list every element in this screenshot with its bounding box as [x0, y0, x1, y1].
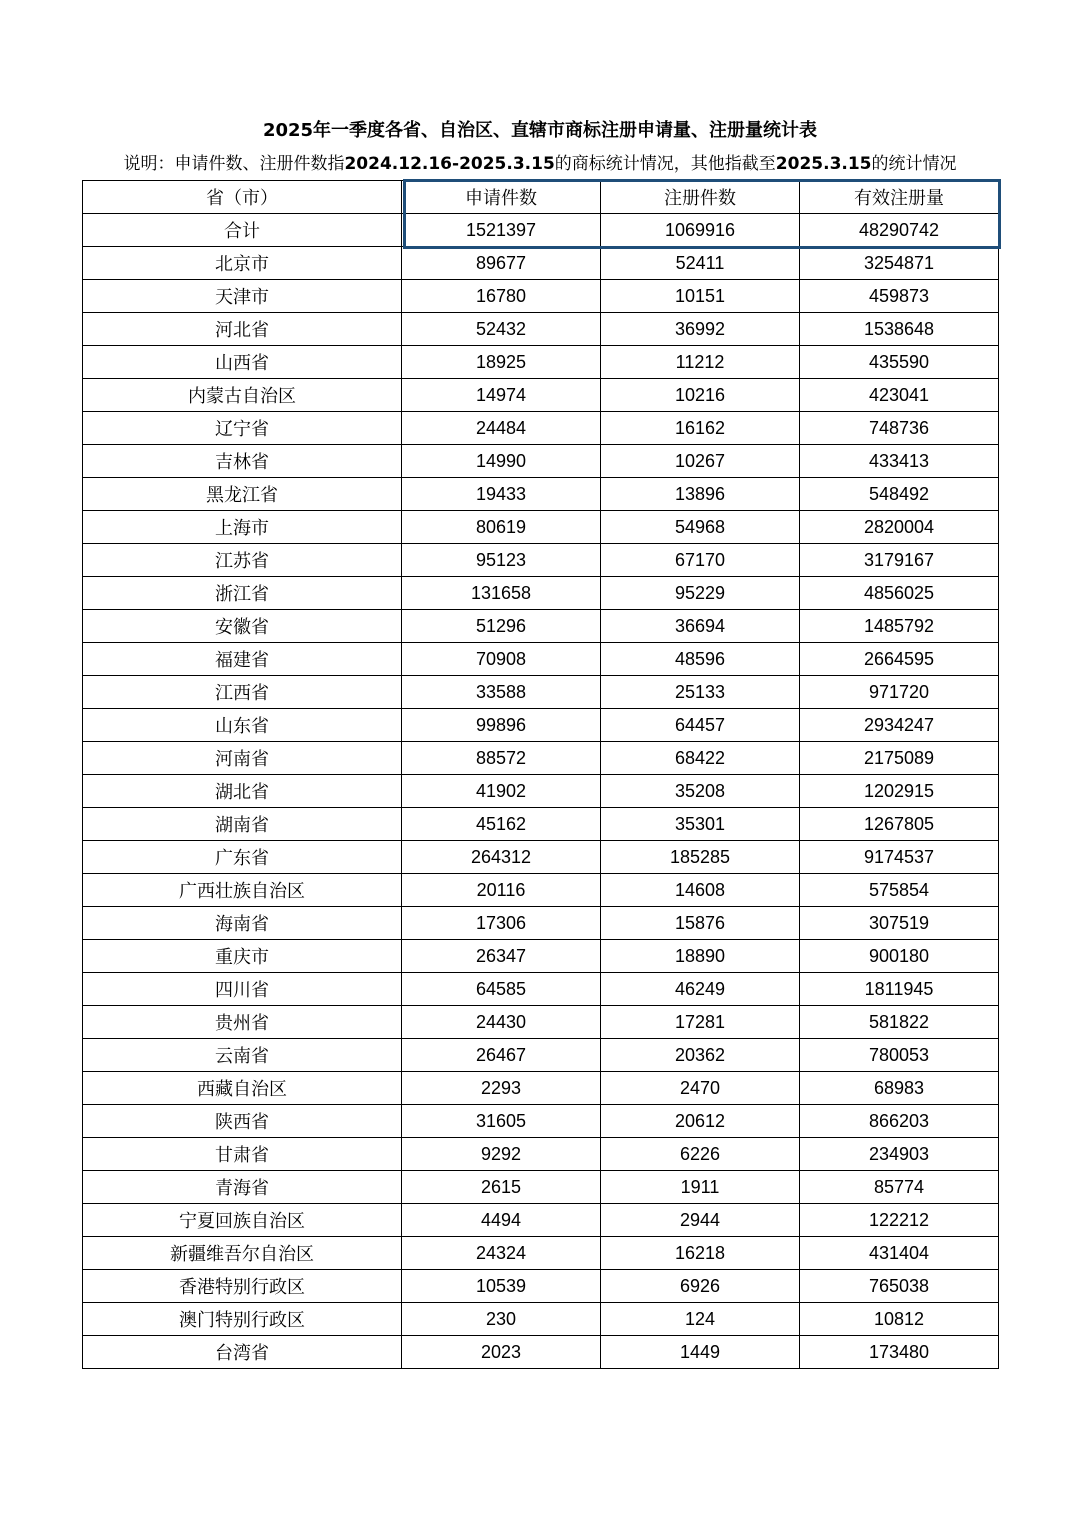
cell-applications: 18925	[402, 346, 601, 379]
cell-registrations: 14608	[601, 874, 800, 907]
cell-valid-registrations: 122212	[800, 1204, 999, 1237]
cell-registrations: 35208	[601, 775, 800, 808]
cell-province: 甘肃省	[83, 1138, 402, 1171]
cell-registrations: 185285	[601, 841, 800, 874]
table-row	[83, 247, 999, 280]
cell-registrations: 6926	[601, 1270, 800, 1303]
cell-registrations: 54968	[601, 511, 800, 544]
cell-registrations: 36694	[601, 610, 800, 643]
cell-applications: 52432	[402, 313, 601, 346]
cell-province: 江苏省	[83, 544, 402, 577]
table-row	[83, 907, 999, 940]
cell-applications: 131658	[402, 577, 601, 610]
cell-province: 广西壮族自治区	[83, 874, 402, 907]
table-header-row	[83, 181, 999, 214]
cell-valid-registrations: 2175089	[800, 742, 999, 775]
cell-applications: 2023	[402, 1336, 601, 1369]
cell-registrations: 64457	[601, 709, 800, 742]
table-row	[83, 478, 999, 511]
table-row	[83, 775, 999, 808]
cell-valid-registrations: 10812	[800, 1303, 999, 1336]
cell-registrations: 17281	[601, 1006, 800, 1039]
header-province: 省（市）	[83, 181, 402, 214]
table-row	[83, 577, 999, 610]
cell-province: 上海市	[83, 511, 402, 544]
cell-registrations: 10216	[601, 379, 800, 412]
cell-province: 重庆市	[83, 940, 402, 973]
cell-province: 江西省	[83, 676, 402, 709]
cell-valid-registrations: 1538648	[800, 313, 999, 346]
cell-applications: 1521397	[402, 214, 601, 247]
cell-registrations: 52411	[601, 247, 800, 280]
table-row	[83, 1105, 999, 1138]
cell-registrations: 2944	[601, 1204, 800, 1237]
cell-province: 海南省	[83, 907, 402, 940]
cell-valid-registrations: 971720	[800, 676, 999, 709]
table-row	[83, 280, 999, 313]
cell-valid-registrations: 9174537	[800, 841, 999, 874]
cell-applications: 24324	[402, 1237, 601, 1270]
cell-applications: 2293	[402, 1072, 601, 1105]
table-row	[83, 742, 999, 775]
cell-province: 内蒙古自治区	[83, 379, 402, 412]
table-body	[83, 214, 999, 1369]
cell-applications: 14990	[402, 445, 601, 478]
cell-registrations: 15876	[601, 907, 800, 940]
cell-applications: 2615	[402, 1171, 601, 1204]
table-row	[83, 841, 999, 874]
cell-province: 黑龙江省	[83, 478, 402, 511]
note-cutoff-date: 2025.3.15	[775, 154, 872, 174]
cell-province: 河南省	[83, 742, 402, 775]
table-row	[83, 676, 999, 709]
header-registrations: 注册件数	[601, 181, 800, 214]
cell-valid-registrations: 48290742	[800, 214, 999, 247]
cell-valid-registrations: 3179167	[800, 544, 999, 577]
cell-applications: 26467	[402, 1039, 601, 1072]
cell-applications: 33588	[402, 676, 601, 709]
cell-registrations: 18890	[601, 940, 800, 973]
cell-registrations: 10151	[601, 280, 800, 313]
cell-registrations: 67170	[601, 544, 800, 577]
cell-valid-registrations: 1811945	[800, 973, 999, 1006]
cell-applications: 45162	[402, 808, 601, 841]
cell-valid-registrations: 780053	[800, 1039, 999, 1072]
cell-applications: 4494	[402, 1204, 601, 1237]
cell-province: 北京市	[83, 247, 402, 280]
cell-province: 吉林省	[83, 445, 402, 478]
cell-registrations: 124	[601, 1303, 800, 1336]
cell-province: 福建省	[83, 643, 402, 676]
table-row	[83, 610, 999, 643]
cell-province: 云南省	[83, 1039, 402, 1072]
cell-applications: 19433	[402, 478, 601, 511]
table-row	[83, 1336, 999, 1369]
cell-valid-registrations: 459873	[800, 280, 999, 313]
table-row	[83, 1270, 999, 1303]
cell-applications: 70908	[402, 643, 601, 676]
cell-province: 安徽省	[83, 610, 402, 643]
table-row	[83, 346, 999, 379]
cell-registrations: 13896	[601, 478, 800, 511]
table-row	[83, 379, 999, 412]
cell-applications: 14974	[402, 379, 601, 412]
cell-province: 贵州省	[83, 1006, 402, 1039]
cell-province: 台湾省	[83, 1336, 402, 1369]
table-row	[83, 1171, 999, 1204]
cell-registrations: 25133	[601, 676, 800, 709]
cell-valid-registrations: 765038	[800, 1270, 999, 1303]
table-note	[0, 151, 1080, 177]
cell-valid-registrations: 2820004	[800, 511, 999, 544]
cell-valid-registrations: 234903	[800, 1138, 999, 1171]
cell-registrations: 6226	[601, 1138, 800, 1171]
cell-applications: 16780	[402, 280, 601, 313]
header-applications: 申请件数	[402, 181, 601, 214]
cell-province: 浙江省	[83, 577, 402, 610]
cell-applications: 17306	[402, 907, 601, 940]
cell-registrations: 20612	[601, 1105, 800, 1138]
cell-valid-registrations: 307519	[800, 907, 999, 940]
cell-valid-registrations: 173480	[800, 1336, 999, 1369]
table-row	[83, 1006, 999, 1039]
cell-valid-registrations: 85774	[800, 1171, 999, 1204]
cell-province: 广东省	[83, 841, 402, 874]
cell-registrations: 11212	[601, 346, 800, 379]
table-row	[83, 643, 999, 676]
cell-valid-registrations: 2934247	[800, 709, 999, 742]
cell-applications: 10539	[402, 1270, 601, 1303]
table-row	[83, 544, 999, 577]
cell-valid-registrations: 581822	[800, 1006, 999, 1039]
cell-applications: 24484	[402, 412, 601, 445]
cell-province: 新疆维吾尔自治区	[83, 1237, 402, 1270]
cell-registrations: 16162	[601, 412, 800, 445]
cell-registrations: 36992	[601, 313, 800, 346]
cell-registrations: 10267	[601, 445, 800, 478]
cell-registrations: 46249	[601, 973, 800, 1006]
table-row	[83, 1237, 999, 1270]
cell-valid-registrations: 748736	[800, 412, 999, 445]
table-row	[83, 1072, 999, 1105]
table-row	[83, 973, 999, 1006]
cell-applications: 20116	[402, 874, 601, 907]
cell-valid-registrations: 2664595	[800, 643, 999, 676]
table-row	[83, 874, 999, 907]
total-row	[83, 214, 999, 247]
cell-valid-registrations: 423041	[800, 379, 999, 412]
cell-valid-registrations: 1267805	[800, 808, 999, 841]
cell-valid-registrations: 1485792	[800, 610, 999, 643]
cell-valid-registrations: 3254871	[800, 247, 999, 280]
cell-applications: 51296	[402, 610, 601, 643]
cell-applications: 95123	[402, 544, 601, 577]
cell-applications: 24430	[402, 1006, 601, 1039]
note-text-1: 说明：申请件数、注册件数指	[123, 154, 345, 174]
table-row	[83, 445, 999, 478]
cell-province: 宁夏回族自治区	[83, 1204, 402, 1237]
cell-valid-registrations: 1202915	[800, 775, 999, 808]
cell-applications: 80619	[402, 511, 601, 544]
table-row	[83, 511, 999, 544]
cell-valid-registrations: 4856025	[800, 577, 999, 610]
cell-registrations: 16218	[601, 1237, 800, 1270]
cell-province: 山东省	[83, 709, 402, 742]
cell-valid-registrations: 548492	[800, 478, 999, 511]
cell-province: 天津市	[83, 280, 402, 313]
cell-applications: 264312	[402, 841, 601, 874]
table-row	[83, 940, 999, 973]
cell-registrations: 35301	[601, 808, 800, 841]
cell-province: 青海省	[83, 1171, 402, 1204]
cell-applications: 31605	[402, 1105, 601, 1138]
cell-registrations: 1911	[601, 1171, 800, 1204]
cell-province: 河北省	[83, 313, 402, 346]
cell-applications: 41902	[402, 775, 601, 808]
table-row	[83, 412, 999, 445]
cell-province: 合计	[83, 214, 402, 247]
note-text-3: 的统计情况	[871, 154, 957, 174]
cell-province: 山西省	[83, 346, 402, 379]
cell-registrations: 95229	[601, 577, 800, 610]
table-row	[83, 1039, 999, 1072]
table-row	[83, 313, 999, 346]
header-valid-registrations: 有效注册量	[800, 181, 999, 214]
cell-valid-registrations: 433413	[800, 445, 999, 478]
cell-valid-registrations: 68983	[800, 1072, 999, 1105]
page-title: 2025年一季度各省、自治区、直辖市商标注册申请量、注册量统计表	[262, 120, 818, 141]
note-text-2: 的商标统计情况，其他指截至	[554, 154, 776, 174]
cell-applications: 88572	[402, 742, 601, 775]
cell-province: 辽宁省	[83, 412, 402, 445]
cell-applications: 89677	[402, 247, 601, 280]
cell-province: 澳门特别行政区	[83, 1303, 402, 1336]
cell-registrations: 1449	[601, 1336, 800, 1369]
cell-registrations: 48596	[601, 643, 800, 676]
note-date-range: 2024.12.16-2025.3.15	[344, 154, 555, 174]
cell-valid-registrations: 900180	[800, 940, 999, 973]
cell-applications: 99896	[402, 709, 601, 742]
cell-province: 陕西省	[83, 1105, 402, 1138]
cell-province: 香港特别行政区	[83, 1270, 402, 1303]
table-row	[83, 808, 999, 841]
cell-registrations: 1069916	[601, 214, 800, 247]
cell-valid-registrations: 431404	[800, 1237, 999, 1270]
cell-registrations: 20362	[601, 1039, 800, 1072]
cell-applications: 64585	[402, 973, 601, 1006]
cell-province: 湖南省	[83, 808, 402, 841]
cell-province: 西藏自治区	[83, 1072, 402, 1105]
cell-registrations: 68422	[601, 742, 800, 775]
table-row	[83, 709, 999, 742]
table-row	[83, 1303, 999, 1336]
statistics-table	[82, 180, 999, 1369]
cell-province: 湖北省	[83, 775, 402, 808]
cell-registrations: 2470	[601, 1072, 800, 1105]
cell-applications: 26347	[402, 940, 601, 973]
cell-applications: 9292	[402, 1138, 601, 1171]
cell-province: 四川省	[83, 973, 402, 1006]
cell-valid-registrations: 575854	[800, 874, 999, 907]
cell-applications: 230	[402, 1303, 601, 1336]
table-row	[83, 1138, 999, 1171]
cell-valid-registrations: 866203	[800, 1105, 999, 1138]
table-row	[83, 1204, 999, 1237]
cell-valid-registrations: 435590	[800, 346, 999, 379]
